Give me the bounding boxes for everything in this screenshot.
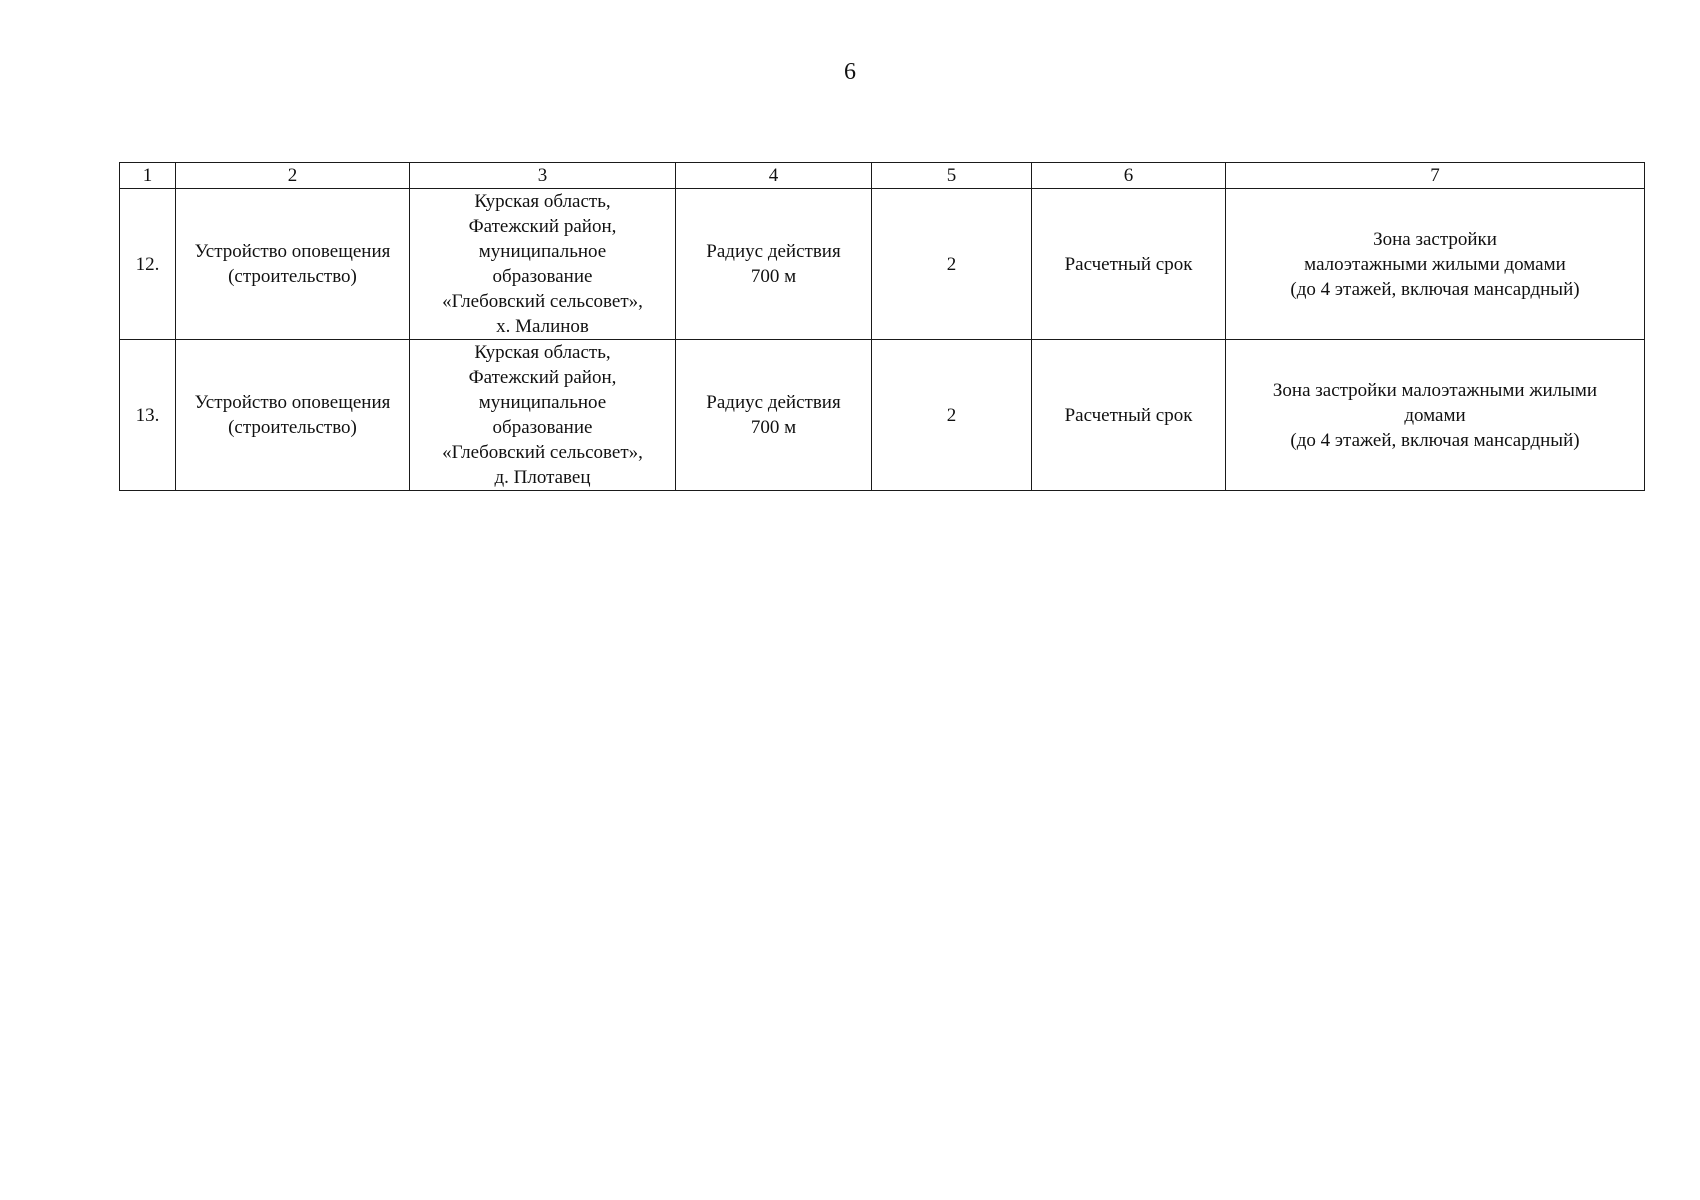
table-row: [120, 189, 1645, 340]
row-number-cell: 12.: [120, 189, 176, 340]
column-numbers-row: [120, 163, 1645, 189]
row-number-cell: 13.: [120, 340, 176, 491]
column-number-1: 1: [120, 163, 176, 189]
column-number-7: 7: [1226, 163, 1645, 189]
term-cell: Расчетный срок: [1032, 340, 1226, 491]
term-cell: Расчетный срок: [1032, 189, 1226, 340]
location-cell: Курская область, Фатежский район, муниципальное образование «Глебовский сельсовет», д. Плотавец: [410, 340, 676, 491]
characteristics-cell: Радиус действия 700 м: [676, 189, 872, 340]
zone-cell: Зона застройки малоэтажными жилыми домами (до 4 этажей, включая мансардный): [1226, 340, 1645, 491]
location-cell: Курская область, Фатежский район, муниципальное образование «Глебовский сельсовет», х. Малинов: [410, 189, 676, 340]
column-number-6: 6: [1032, 163, 1226, 189]
column-number-2: 2: [176, 163, 410, 189]
column-number-5: 5: [872, 163, 1032, 189]
count-cell: 2: [872, 189, 1032, 340]
object-name-cell: Устройство оповещения (строительство): [176, 340, 410, 491]
page-number: 6: [844, 59, 856, 85]
characteristics-cell: Радиус действия 700 м: [676, 340, 872, 491]
table-row: [120, 340, 1645, 491]
object-name-cell: Устройство оповещения (строительство): [176, 189, 410, 340]
count-cell: 2: [872, 340, 1032, 491]
objects-table: [119, 162, 1645, 491]
zone-cell: Зона застройки малоэтажными жилыми домами (до 4 этажей, включая мансардный): [1226, 189, 1645, 340]
column-number-3: 3: [410, 163, 676, 189]
column-number-4: 4: [676, 163, 872, 189]
